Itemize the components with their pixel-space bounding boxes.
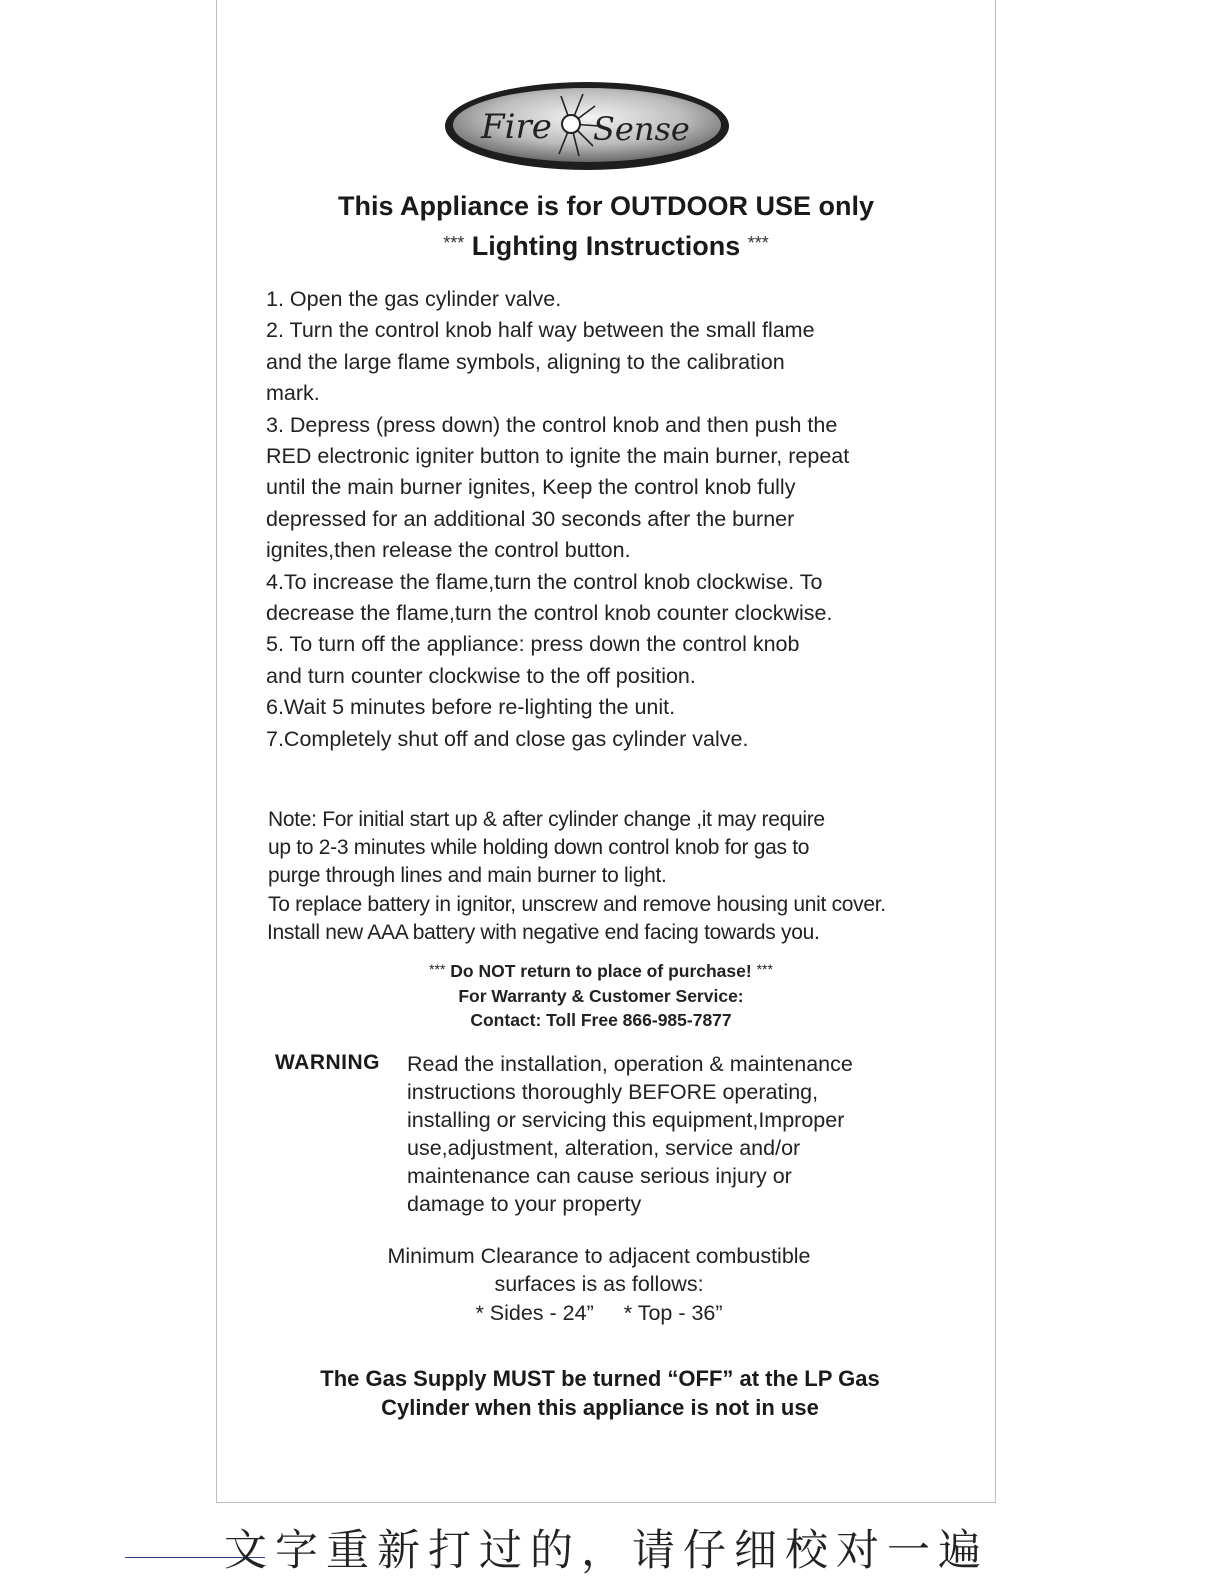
step-3-line-2: RED electronic igniter button to ignite the main burner, repeat — [266, 444, 850, 469]
step-3-line-4: depressed for an additional 30 seconds after the burner — [266, 506, 795, 531]
step-3-line-5: ignites,then release the control button. — [266, 538, 631, 563]
sun-logo-icon — [443, 80, 731, 172]
lighting-title — [216, 231, 996, 262]
clearance-line-1: Minimum Clearance to adjacent combustible — [387, 1244, 811, 1268]
clearance-line-2: surfaces is as follows: — [494, 1272, 704, 1297]
title-stars-right: *** — [747, 233, 769, 253]
warning-line-4: use,adjustment, alteration, service and/or — [407, 1136, 801, 1160]
title-stars-left: *** — [443, 233, 465, 253]
startup-note — [268, 806, 958, 947]
step-3-line-1: 3. Depress (press down) the control knob and then push the — [266, 412, 838, 437]
customer-service-block — [216, 957, 986, 1033]
note-line-4: To replace battery in ignitor, unscrew and remove housing unit cover. — [268, 892, 886, 916]
warning-heading: WARNING — [275, 1051, 380, 1074]
note-line-5: Install new AAA battery with negative end facing towards you. — [267, 920, 820, 944]
step-3-line-3: until the main burner ignites, Keep the control knob fully — [266, 475, 796, 500]
step-4-line-1: 4.To increase the flame,turn the control knob clockwise. To — [266, 569, 823, 594]
step-4-line-2: decrease the flame,turn the control knob counter clockwise. — [266, 601, 833, 626]
svg-text:Fire: Fire — [481, 107, 552, 147]
clearance-sides: * Sides - 24” — [475, 1300, 594, 1325]
lighting-steps — [266, 284, 966, 755]
warning-line-5: maintenance can cause serious injury or — [407, 1164, 792, 1188]
step-5-line-2: and turn counter clockwise to the off position. — [266, 663, 696, 688]
gas-supply-line-2: Cylinder when this appliance is not in use — [381, 1395, 819, 1420]
warning-line-1: Read the installation, operation & maintenance — [407, 1052, 853, 1076]
outdoor-notice: This Appliance is for OUTDOOR USE only — [337, 191, 875, 221]
clearance-top: * Top - 36” — [623, 1300, 723, 1325]
step-2-line-3: mark. — [266, 381, 320, 406]
contact-stars-right: *** — [756, 961, 773, 977]
proofread-note: 文字重新打过的，请仔细校对一遍 — [224, 1526, 989, 1576]
warning-line-6: damage to your property — [407, 1192, 642, 1216]
clearance-values — [216, 1299, 982, 1327]
step-7: 7.Completely shut off and close gas cylinder valve. — [266, 726, 749, 751]
clearance-block — [216, 1242, 982, 1327]
warranty-line: For Warranty & Customer Service: — [458, 985, 744, 1006]
gas-supply-line-1: The Gas Supply MUST be turned “OFF” at the LP Gas — [320, 1366, 880, 1391]
warning-line-3: installing or servicing this equipment,Improper — [407, 1108, 845, 1132]
note-line-2: up to 2-3 minutes while holding down control knob for gas to — [268, 836, 810, 860]
step-5-line-1: 5. To turn off the appliance: press down the control knob — [266, 632, 800, 657]
note-line-1: Note: For initial start up & after cylinder change ,it may require — [268, 808, 825, 831]
do-not-return-line — [216, 957, 986, 984]
contact-stars-left: *** — [429, 961, 446, 977]
warning-text — [407, 1050, 907, 1218]
gas-supply-notice — [216, 1364, 984, 1422]
step-6: 6.Wait 5 minutes before re-lighting the unit. — [266, 695, 676, 720]
svg-text:Sense: Sense — [593, 110, 690, 148]
step-2-line-2: and the large flame symbols, aligning to the calibration — [266, 349, 785, 374]
brand-logo — [443, 80, 731, 172]
step-2-line-1: 2. Turn the control knob half way between the small flame — [266, 318, 815, 343]
note-line-3: purge through lines and main burner to light. — [268, 864, 667, 888]
step-1: 1. Open the gas cylinder valve. — [266, 287, 562, 311]
lighting-title-text: Lighting Instructions — [471, 231, 741, 261]
phone-line: Contact: Toll Free 866-985-7877 — [470, 1010, 732, 1031]
warning-line-2: instructions thoroughly BEFORE operating, — [407, 1080, 819, 1104]
do-not-return-text: Do NOT return to place of purchase! — [450, 961, 752, 981]
